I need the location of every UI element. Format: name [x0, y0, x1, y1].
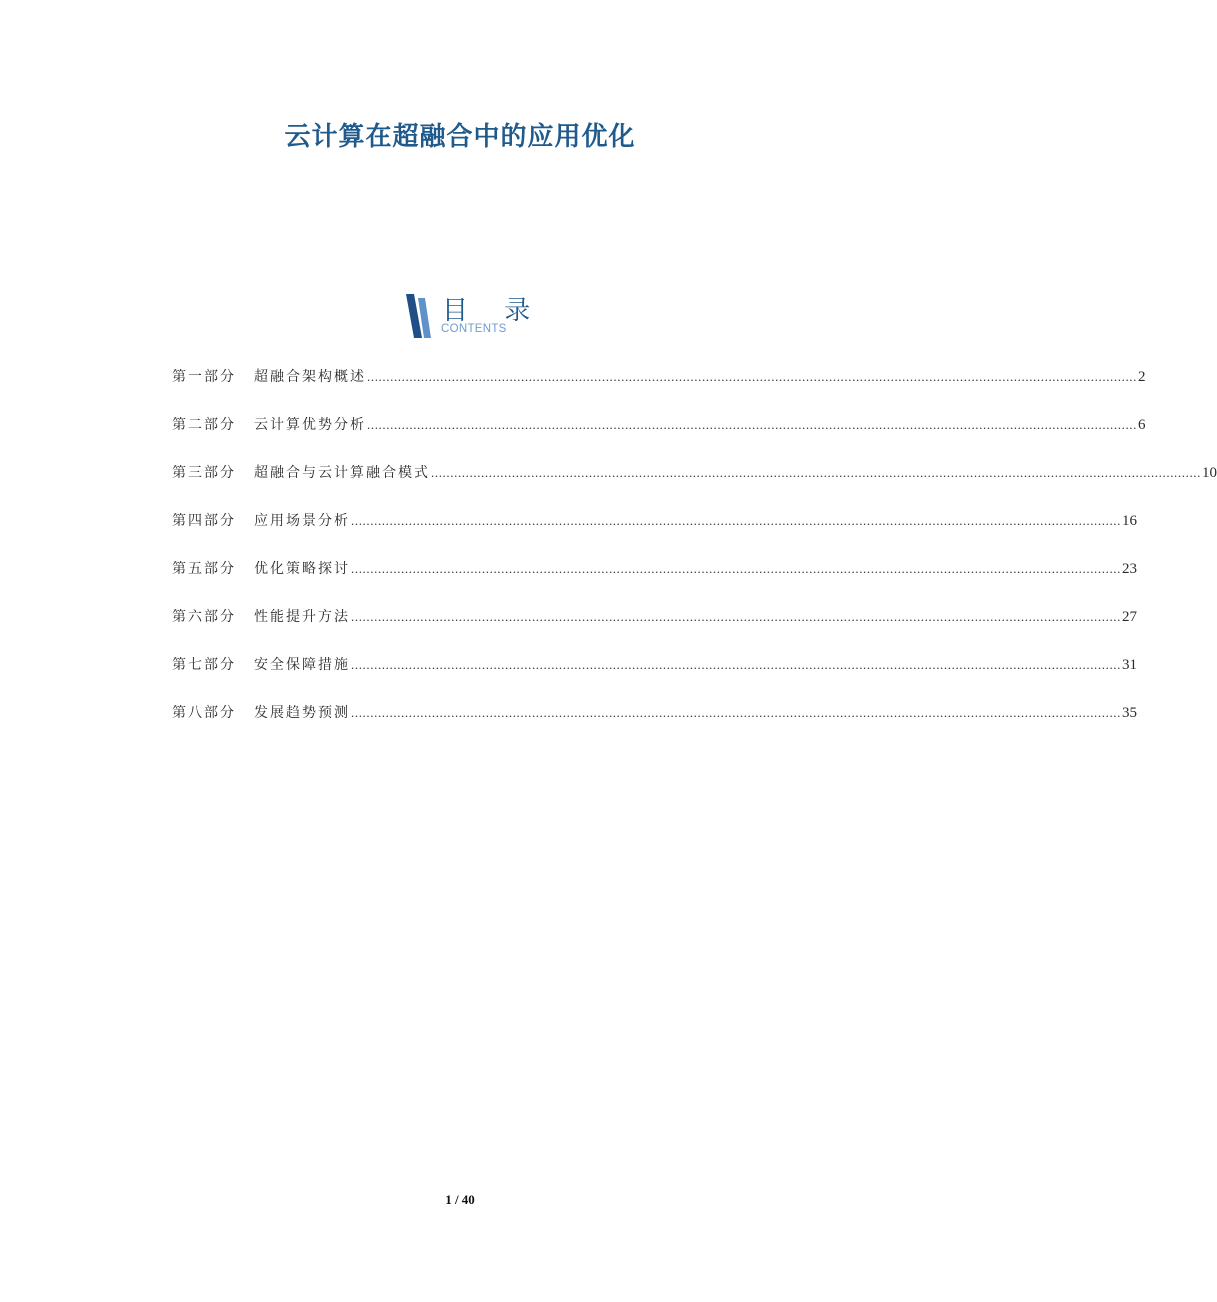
toc-section-title: 超融合与云计算融合模式 [254, 465, 430, 481]
toc-part-label: 第五部分 [172, 561, 236, 577]
toc-page-number: 10 [1202, 465, 1217, 481]
toc-page-number: 16 [1122, 513, 1137, 529]
toc-heading: 目 录 [442, 296, 545, 326]
toc-page-number: 35 [1122, 705, 1137, 721]
toc-dot-leader: ........................................................................................................................................................................................................ [351, 657, 1121, 672]
toc-section-title: 优化策略探讨 [254, 561, 350, 577]
toc-page-number: 6 [1138, 417, 1146, 433]
toc-section-title: 发展趋势预测 [254, 705, 350, 721]
toc-page-number: 23 [1122, 561, 1137, 577]
toc-part-label: 第一部分 [172, 369, 236, 385]
toc-item-8[interactable] [172, 702, 1137, 750]
toc-section-title: 安全保障措施 [254, 657, 350, 673]
contents-logo-icon [406, 294, 432, 338]
toc-part-label: 第七部分 [172, 657, 236, 673]
toc-dot-leader: ........................................................................................................................................................................................................ [367, 369, 1137, 384]
toc-item-2[interactable] [172, 414, 1146, 462]
toc-item-6[interactable] [172, 606, 1137, 654]
toc-dot-leader: ........................................................................................................................................................................................................ [351, 561, 1121, 576]
toc-item-3[interactable] [172, 462, 1217, 510]
toc-page-number: 2 [1138, 369, 1146, 385]
toc-section-title: 应用场景分析 [254, 513, 350, 529]
toc-page-number: 27 [1122, 609, 1137, 625]
toc-part-label: 第四部分 [172, 513, 236, 529]
toc-dot-leader: ........................................................................................................................................................................................................ [351, 609, 1121, 624]
document-title: 云计算在超融合中的应用优化 [284, 122, 636, 152]
toc-dot-leader: ........................................................................................................................................................................................................ [367, 417, 1137, 432]
toc-header [406, 292, 545, 340]
toc-item-1[interactable] [172, 366, 1146, 414]
toc-section-title: 性能提升方法 [254, 609, 350, 625]
toc-item-7[interactable] [172, 654, 1137, 702]
toc-subheading: CONTENTS [441, 323, 507, 335]
toc-part-label: 第六部分 [172, 609, 236, 625]
page-number-footer: 1 / 40 [445, 1192, 475, 1207]
toc-list [172, 366, 1217, 750]
toc-item-4[interactable] [172, 510, 1137, 558]
toc-page-number: 31 [1122, 657, 1137, 673]
toc-dot-leader: ........................................................................................................................................................................................................ [351, 513, 1121, 528]
toc-section-title: 云计算优势分析 [254, 417, 366, 433]
toc-part-label: 第八部分 [172, 705, 236, 721]
toc-part-label: 第三部分 [172, 465, 236, 481]
toc-section-title: 超融合架构概述 [254, 369, 366, 385]
toc-dot-leader: ........................................................................................................................................................................................................ [431, 465, 1201, 480]
toc-dot-leader: ........................................................................................................................................................................................................ [351, 705, 1121, 720]
toc-item-5[interactable] [172, 558, 1137, 606]
toc-part-label: 第二部分 [172, 417, 236, 433]
